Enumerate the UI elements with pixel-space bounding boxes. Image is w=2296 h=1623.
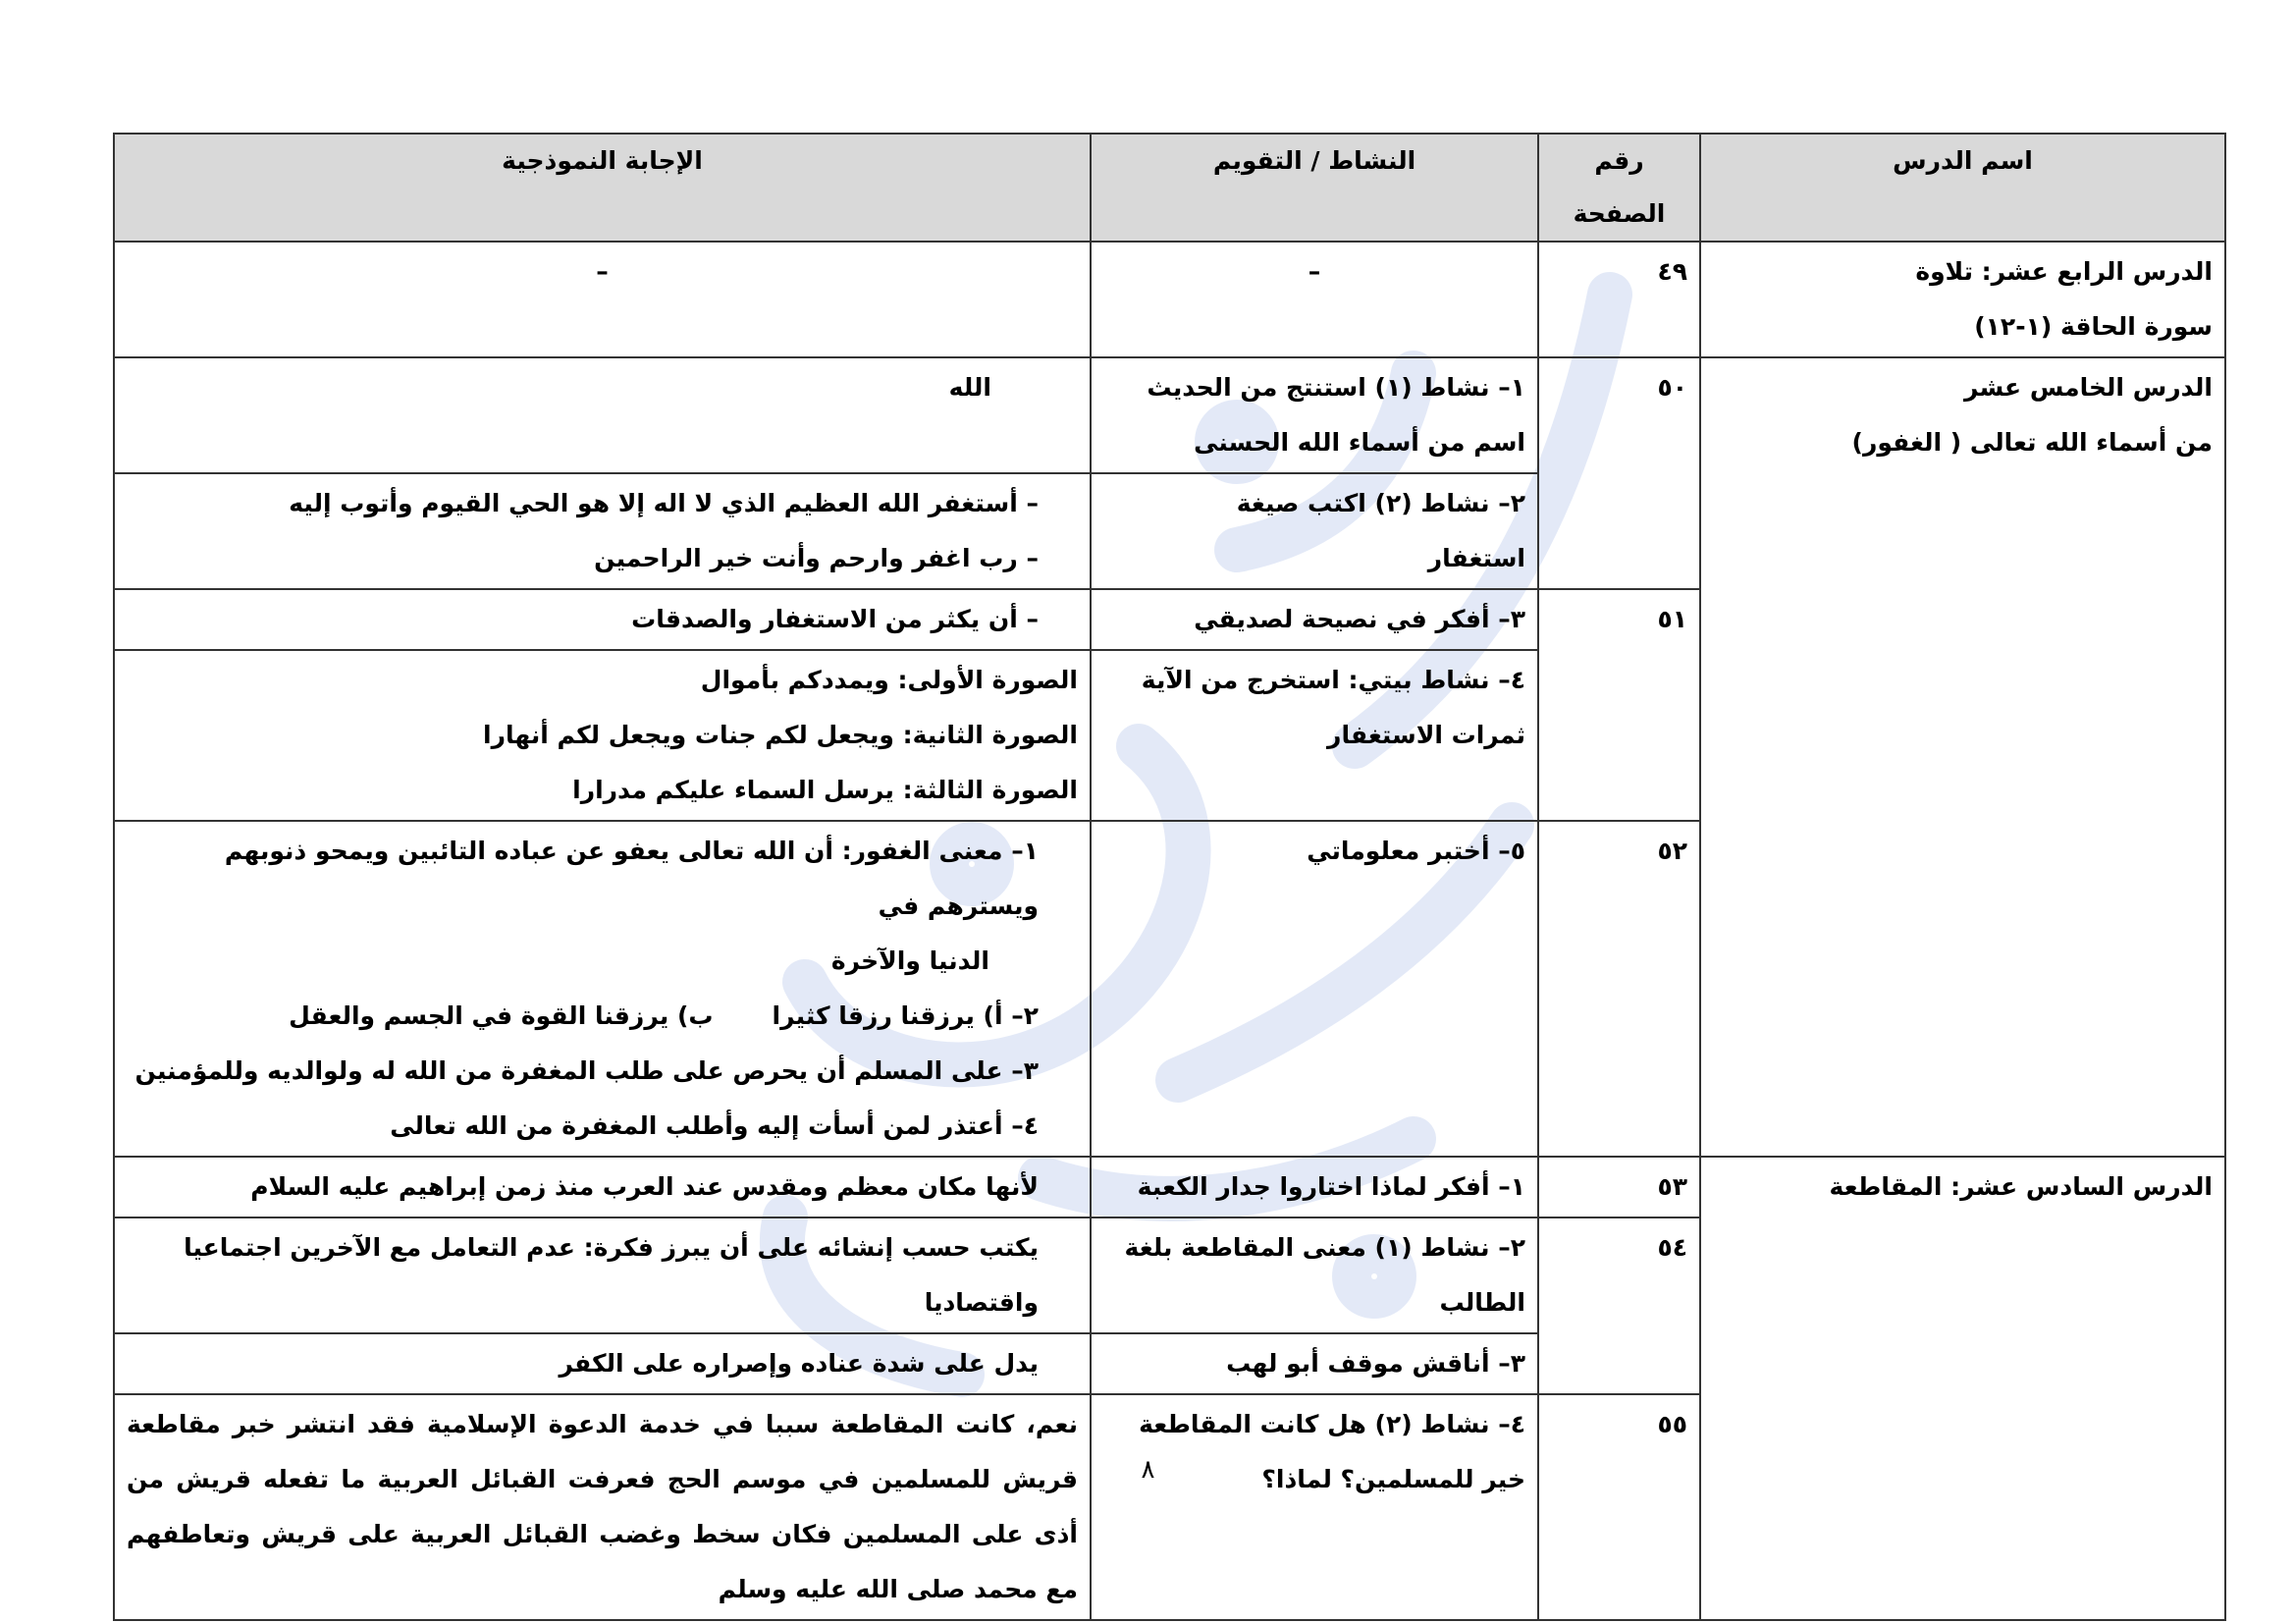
- lesson-16-answer-1: [114, 1157, 1091, 1217]
- lesson-15-answer-3: [114, 589, 1091, 650]
- lesson-15-activity-4-line1: ٤– نشاط بيتي: استخرج من الآية: [1141, 666, 1525, 694]
- lesson-15-answer-5-item2: [127, 989, 1078, 1044]
- lesson-16-activity-1: [1091, 1157, 1538, 1217]
- lesson-15-answer-5-item3: ٣– على المسلم أن يحرص على طلب المغفرة من الله له ولوالديه وللمؤمنين: [134, 1056, 1039, 1085]
- lesson-15-page-51: ٥١: [1538, 589, 1700, 821]
- lesson-16-activity-3: [1091, 1333, 1538, 1394]
- lesson-16-answer-3-text: يدل على شدة عناده وإصراره على الكفر: [559, 1349, 1039, 1378]
- lesson-15-name-line1: الدرس الخامس عشر: [1964, 373, 2213, 402]
- lesson-15-answer-2: [114, 473, 1091, 589]
- lesson-16-answer-4: [114, 1394, 1091, 1620]
- lesson-15-activity-3: [1091, 589, 1538, 650]
- lesson-16-activity-2-line1: ٢– نشاط (١) معنى المقاطعة بلغة: [1124, 1233, 1525, 1262]
- lesson-15-answer-2-item2: – رب اغفر وارحم وأنت خير الراحمين: [594, 544, 1039, 572]
- page-number: ٨: [1141, 1455, 1155, 1485]
- lesson-14-answer: [114, 242, 1091, 357]
- lessons-answer-table: [113, 133, 2226, 1621]
- lesson-15-answer-5-item1-cont: الدنيا والآخرة: [830, 947, 989, 975]
- table-header-row: [114, 134, 2225, 242]
- lesson-15-answer-5-item2-a: ٢– أ) يرزقنا رزقا كثيرا: [772, 1001, 1039, 1030]
- lesson-15-answer-3-item: – أن يكثر من الاستغفار والصدقات: [631, 605, 1039, 633]
- lesson-15-answer-5-item1: ١– معنى الغفور: أن الله تعالى يعفو عن عباده التائبين ويمحو ذنوبهم ويسترهم في: [224, 837, 1039, 920]
- lesson-16-answer-2-text: يكتب حسب إنشائه على أن يبرز فكرة: عدم التعامل مع الآخرين اجتماعيا واقتصاديا: [184, 1233, 1039, 1317]
- lesson-14-activity: [1091, 242, 1538, 357]
- table-row: [114, 242, 2225, 357]
- lesson-16-answer-3: [114, 1333, 1091, 1394]
- lesson-16-activity-3-text: ٣– أناقش موقف أبو لهب: [1226, 1349, 1525, 1378]
- header-lesson-name: اسم الدرس: [1700, 134, 2225, 242]
- lesson-16-answer-1-text: لأنها مكان معظم ومقدس عند العرب منذ زمن إبراهيم عليه السلام: [250, 1172, 1039, 1201]
- lesson-16-activity-2: [1091, 1217, 1538, 1333]
- lesson-15-activity-2: [1091, 473, 1538, 589]
- lesson-14-answer-dash: –: [596, 257, 609, 286]
- lesson-16-page-53: ٥٣: [1538, 1157, 1700, 1217]
- lesson-15-activity-2-line2: استغفار: [1427, 544, 1525, 572]
- lesson-16-activity-1-text: ١– أفكر لماذا اختاروا جدار الكعبة: [1137, 1172, 1525, 1201]
- lesson-16-answer-4-text: نعم، كانت المقاطعة سببا في خدمة الدعوة الإسلامية فقد انتشر خبر مقاطعة قريش للمسلمين في موسم الحج فعرفت القبائل العربية ما تفعله قريش من أذى على المسلمين فكان سخط وغضب القبائل العربية على قريش وتعاطفهم مع محمد صلى الله عليه وسلم: [127, 1410, 1078, 1603]
- lesson-16-name: [1700, 1157, 2225, 1620]
- header-activity: النشاط / التقويم: [1091, 134, 1538, 242]
- lesson-15-answer-5-item4: ٤– أعتذر لمن أسأت إليه وأطلب المغفرة من الله تعالى: [390, 1111, 1039, 1140]
- lesson-15-answer-5: [114, 821, 1091, 1157]
- lesson-15-name: [1700, 357, 2225, 1157]
- lesson-15-answer-4-line2: الصورة الثانية: ويجعل لكم جنات ويجعل لكم أنهارا: [483, 721, 1078, 749]
- header-page-number: رقم الصفحة: [1538, 134, 1700, 242]
- lesson-14-name-line2: سورة الحاقة (١-١٢): [1974, 312, 2213, 341]
- lesson-15-activity-4-line2: ثمرات الاستغفار: [1327, 721, 1525, 749]
- lesson-15-activity-5-text: ٥– أختبر معلوماتي: [1307, 837, 1525, 865]
- lesson-15-page-52: ٥٢: [1538, 821, 1700, 1157]
- lesson-16-activity-2-line2: الطالب: [1439, 1288, 1525, 1317]
- lesson-14-name-line1: الدرس الرابع عشر: تلاوة: [1915, 257, 2213, 286]
- lesson-16-page-55: ٥٥: [1538, 1394, 1700, 1620]
- lesson-16-activity-4-line2: خير للمسلمين؟ لماذا؟: [1261, 1465, 1525, 1493]
- lesson-16-name-text: الدرس السادس عشر: المقاطعة: [1829, 1172, 2213, 1201]
- lesson-15-activity-2-line1: ٢– نشاط (٢) اكتب صيغة: [1236, 489, 1525, 517]
- lesson-15-answer-4: [114, 650, 1091, 821]
- lesson-15-activity-1: [1091, 357, 1538, 473]
- lesson-16-page-54: ٥٤: [1538, 1217, 1700, 1394]
- lesson-15-activity-1-line2: اسم من أسماء الله الحسنى: [1194, 428, 1525, 457]
- lesson-15-answer-4-line1: الصورة الأولى: ويمددكم بأموال: [700, 666, 1078, 694]
- lesson-16-answer-2: [114, 1217, 1091, 1333]
- lesson-16-activity-4: [1091, 1394, 1538, 1620]
- lesson-15-activity-5: [1091, 821, 1538, 1157]
- lesson-15-activity-1-line1: ١– نشاط (١) استنتج من الحديث: [1147, 373, 1525, 402]
- lesson-15-activity-4: [1091, 650, 1538, 821]
- lesson-16-activity-4-line1: ٤– نشاط (٢) هل كانت المقاطعة: [1139, 1410, 1525, 1438]
- lesson-15-answer-4-line3: الصورة الثالثة: يرسل السماء عليكم مدرارا: [572, 776, 1078, 804]
- lesson-15-name-line2: من أسماء الله تعالى ( الغفور): [1851, 428, 2213, 457]
- table-row: [114, 1157, 2225, 1217]
- lesson-14-name: [1700, 242, 2225, 357]
- lesson-15-answer-1-text: الله: [948, 373, 991, 402]
- lesson-15-answer-2-item1: – أستغفر الله العظيم الذي لا اله إلا هو الحي القيوم وأتوب إليه: [289, 489, 1039, 517]
- table-row: [114, 357, 2225, 473]
- header-model-answer: الإجابة النموذجية: [114, 134, 1091, 242]
- lesson-15-answer-5-item2-b: ب) يرزقنا القوة في الجسم والعقل: [289, 1001, 714, 1030]
- lesson-15-activity-3-text: ٣– أفكر في نصيحة لصديقي: [1194, 605, 1525, 633]
- lesson-15-page-50: ٥٠: [1538, 357, 1700, 589]
- lesson-15-answer-1: [114, 357, 1091, 473]
- lesson-14-activity-dash: –: [1308, 257, 1321, 286]
- lesson-14-page: ٤٩: [1538, 242, 1700, 357]
